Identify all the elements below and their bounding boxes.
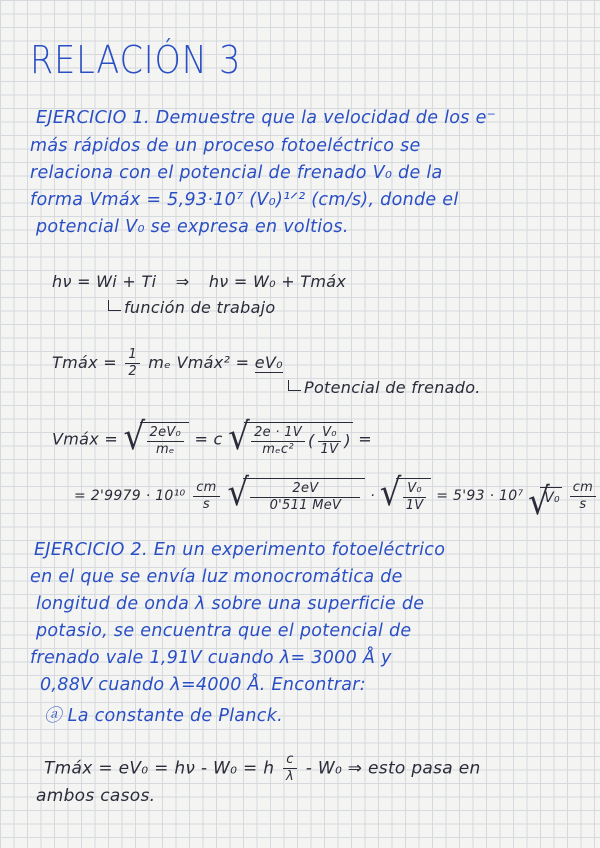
square-root	[227, 478, 365, 514]
exercise-1-line: forma Vmáx = 5,93·10⁷ (V₀)¹ᐟ² (cm/s), donde el	[30, 190, 459, 210]
numerator: √ 2eV	[250, 481, 360, 498]
equation-part: hν = Wi + Ti	[52, 272, 157, 291]
equation-part: =	[358, 429, 372, 449]
work-function-note	[108, 298, 276, 317]
exercise-1-line: relaciona con el potencial de frenado V₀ de la	[30, 163, 443, 183]
equation-result	[74, 478, 599, 514]
numerator: c	[283, 752, 297, 769]
exercise-2-line: frenado vale 1,91V cuando λ= 3000 Å y	[30, 648, 392, 668]
fraction	[251, 425, 305, 458]
equation-part: = 5'93 · 10⁷	[436, 488, 524, 504]
implies-arrow: ⇒	[175, 272, 190, 291]
fraction	[193, 480, 219, 513]
note-text: función de trabajo	[124, 298, 276, 317]
equation-part: mₑ Vmáx² =	[148, 353, 250, 372]
denominator: s	[202, 496, 210, 512]
equation-part: = c	[194, 429, 223, 449]
denominator: 1V	[320, 442, 339, 457]
fraction	[283, 752, 297, 785]
square-root	[528, 487, 562, 506]
equation-velocity	[52, 422, 372, 458]
denominator: 1V	[405, 498, 424, 513]
denominator: 0'511 MeV	[269, 498, 342, 513]
exercise-2-line: EJERCICIO 2. En un experimento fotoeléctrico	[34, 540, 446, 560]
numerator: √ 2e · 1V	[251, 425, 305, 442]
denominator: mₑ	[155, 442, 175, 457]
arrow-icon	[288, 380, 301, 391]
square-root	[380, 478, 432, 514]
square-root	[124, 422, 190, 458]
equation-part: eV₀	[254, 353, 283, 372]
square-root: √ $\frac{2e \cdot 1V}{\text{mₑc²}}$ ( $\frac{\text{V₀}}{1V}$ )	[228, 422, 353, 458]
equation-energy	[52, 272, 346, 291]
numerator: 1	[125, 347, 140, 364]
fraction	[125, 347, 140, 380]
equation-continuation: ambos casos.	[36, 786, 156, 806]
denominator: mₑc²	[262, 442, 294, 457]
equation-kinetic	[52, 347, 283, 380]
denominator: s	[579, 496, 587, 512]
equation-part: - W₀ ⇒ esto pasa en	[305, 758, 481, 779]
fraction	[250, 481, 360, 514]
exercise-2-line: 0,88V cuando λ=4000 Å. Encontrar:	[40, 675, 366, 695]
arrow-icon	[108, 300, 121, 311]
equation-part: ·	[370, 488, 375, 504]
numerator: cm	[570, 480, 596, 497]
denominator: λ	[286, 769, 295, 784]
fraction	[403, 481, 427, 514]
exercise-1-line: potencial V₀ se expresa en voltios.	[36, 217, 349, 237]
exercise-2-line: en el que se envía luz monocromática de	[30, 567, 403, 587]
fraction	[570, 480, 596, 513]
equation-part: hν = W₀ + Tmáx	[208, 272, 347, 291]
exercise-1-line: más rápidos de un proceso fotoeléctrico se	[30, 136, 421, 156]
numerator: √ 2eV₀	[147, 425, 185, 442]
fraction	[318, 425, 342, 458]
equation-photoelectric	[44, 752, 481, 785]
numerator: cm	[193, 480, 219, 497]
denominator: 2	[128, 364, 137, 379]
exercise-2-line: ⓐ La constante de Planck.	[44, 706, 283, 726]
equation-part: Vmáx =	[52, 429, 119, 449]
exercise-2-line: longitud de onda λ sobre una superficie de	[36, 594, 425, 614]
radicand: V₀	[540, 487, 562, 506]
exercise-2-line: potasio, se encuentra que el potencial de	[36, 621, 412, 641]
exercise-1-line: EJERCICIO 1. Demuestre que la velocidad de los e⁻	[36, 108, 497, 128]
equation-part: = 2'9979 · 10¹⁰	[74, 488, 186, 504]
fraction	[147, 425, 185, 458]
numerator: √ V₀	[403, 481, 427, 498]
page-title: RELACIÓN 3	[30, 38, 242, 82]
equation-part: Tmáx = eV₀ = hν - W₀ = h	[44, 758, 275, 779]
numerator: V₀	[318, 425, 342, 442]
stopping-potential-note	[288, 378, 481, 397]
note-text: Potencial de frenado.	[304, 378, 481, 397]
equation-part: Tmáx =	[52, 353, 117, 372]
